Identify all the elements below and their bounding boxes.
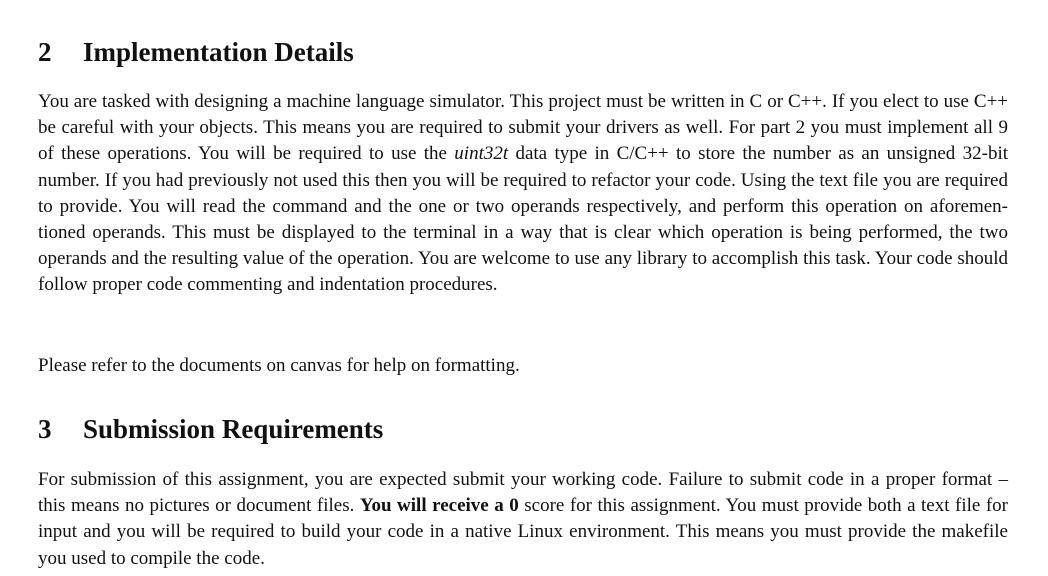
paragraph-text-continued: score for this assignment. You must provide both a text file for input and you will be required to build your code in a native Linux environment. This means you must provide the makefile you used to compile the code. — [38, 495, 1008, 569]
paragraph-text: You are tasked with designing a machine language simulator. This project must be written in C or C++. If you elect to use C++ be careful with your objects. This means you are required to submit your drivers as well. For part 2 you must implement all 9 of these operations. You will be required to use the — [38, 91, 1008, 165]
section-title: Implementation Details — [83, 37, 354, 67]
emphasized-term: uint32t — [454, 143, 509, 165]
section-title: Submission Requirements — [83, 414, 384, 444]
paragraph-text: For submission of this assignment, you are expected submit your working code. Failure to submit code in a proper format – this means no pictures or document files. — [38, 469, 1008, 517]
formatting-note-paragraph: Please refer to the documents on canvas for help on formatting. — [38, 355, 520, 376]
implementation-paragraph — [38, 89, 1008, 299]
section-heading-submission — [38, 413, 383, 445]
section-heading-implementation — [38, 36, 354, 68]
submission-paragraph — [38, 467, 1008, 572]
section-number: 2 — [38, 37, 52, 67]
section-number: 3 — [38, 414, 52, 444]
bold-warning: You will receive a 0 — [359, 495, 519, 517]
paragraph-text-continued: data type in C/C++ to store the number as an unsigned 32-bit number. If you had previously not used this then you will be required to refactor your code. Using the text file you are required to provide. You will read the command and the one or two operands respectively, and perform this operation on aforementioned operands. This must be displayed to the terminal in a way that is clear which operation is being performed, the two operands and the resulting value of the operation. You are welcome to use any library to accomplish this task. Your code should follow proper code commenting and indentation procedures. — [38, 143, 1009, 296]
